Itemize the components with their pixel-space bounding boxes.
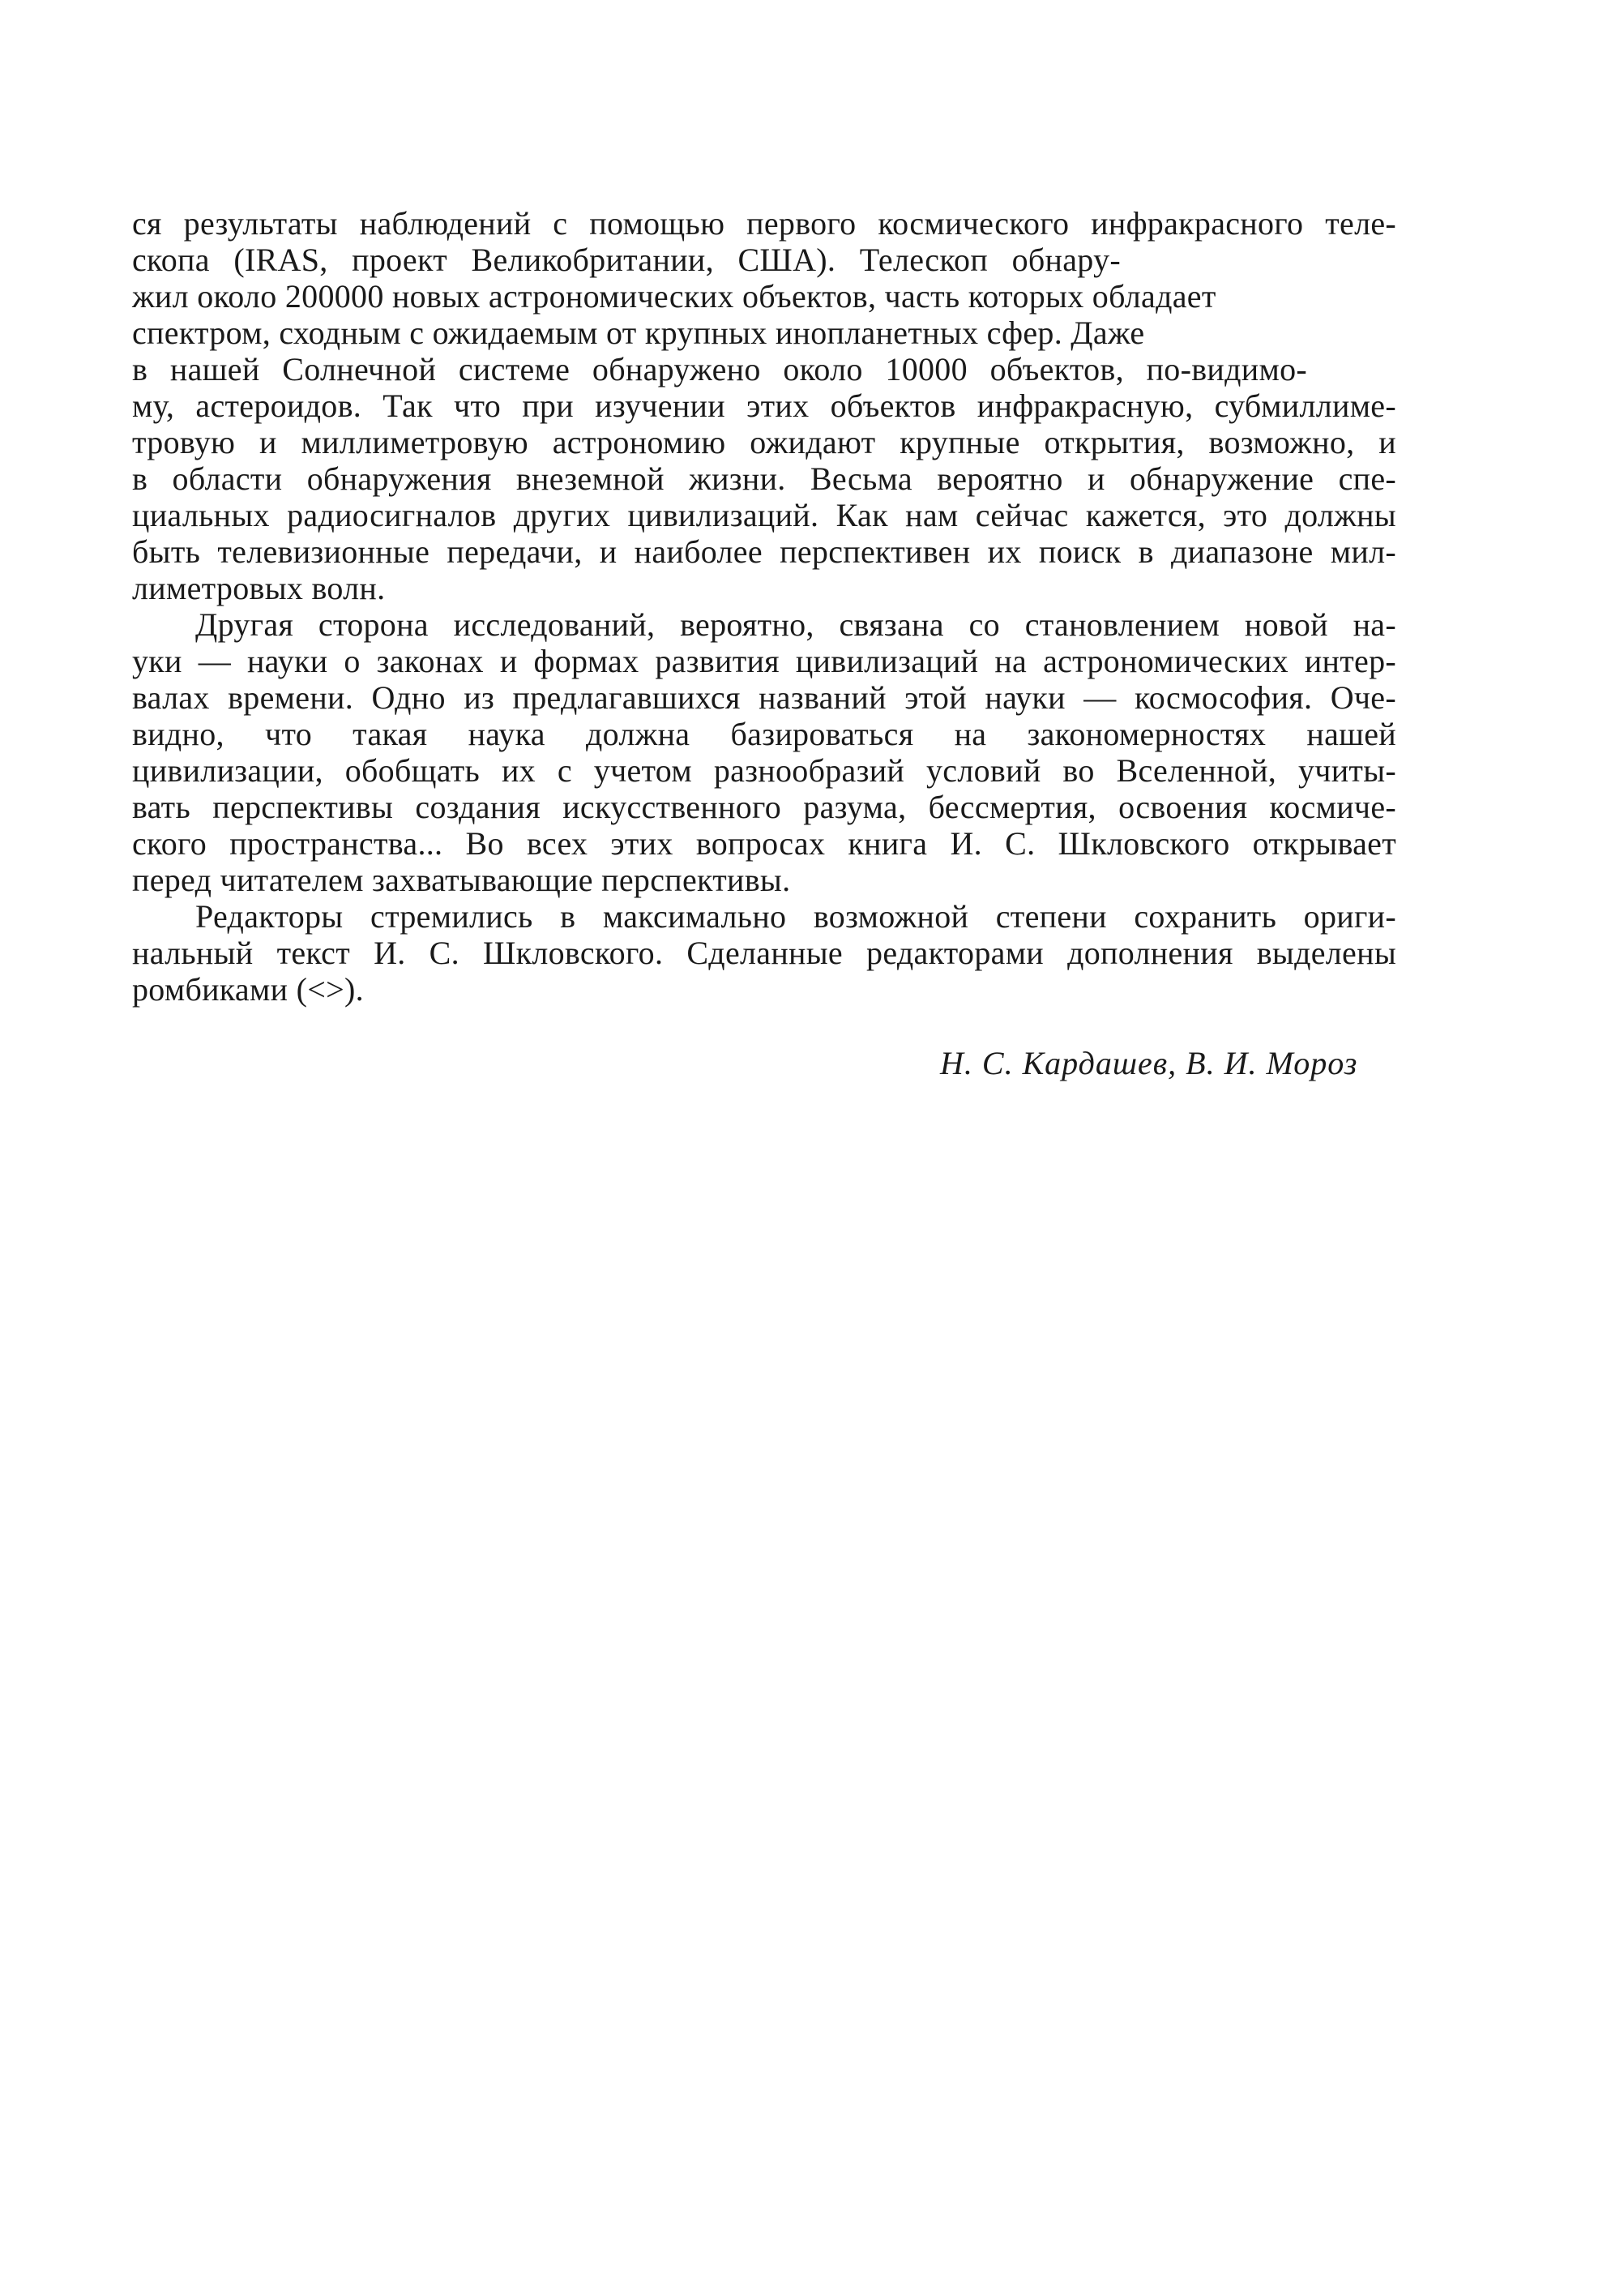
text-line: скопа (IRAS, проект Великобритании, США). Телескоп обнару-	[132, 242, 1121, 278]
text-line: перед читателем захватывающие перспективы.	[132, 862, 791, 898]
text-line: быть телевизионные передачи, и наиболее перспективен их поиск в диапазоне мил-	[132, 533, 1396, 570]
text-line: в области обнаружения внеземной жизни. Весьма вероятно и обнаружение спе-	[132, 460, 1396, 497]
body-text	[132, 205, 1396, 1008]
text-line: лиметровых волн.	[132, 570, 386, 606]
text-line: Редакторы стремились в максимально возможной степени сохранить ориги-	[195, 898, 1396, 935]
editors-signature: Н. С. Кардашев, В. И. Мороз	[940, 1045, 1358, 1081]
text-line: жил около 200000 новых астрономических объектов, часть которых обладает	[132, 278, 1216, 315]
text-line: ся результаты наблюдений с помощью первого космического инфракрасного теле-	[132, 205, 1396, 242]
text-line: спектром, сходным с ожидаемым от крупных инопланетных сфер. Даже	[132, 315, 1145, 351]
text-line: видно, что такая наука должна базироваться на закономерностях нашей	[132, 716, 1396, 752]
text-line: валах времени. Одно из предлагавшихся названий этой науки — космософия. Оче-	[132, 679, 1396, 716]
text-line: ского пространства... Во всех этих вопросах книга И. С. Шкловского открывает	[132, 825, 1396, 862]
text-line: нальный текст И. С. Шкловского. Сделанные редакторами дополнения выделены	[132, 935, 1396, 971]
text-line: му, астероидов. Так что при изучении этих объектов инфракрасную, субмиллиме-	[132, 387, 1396, 424]
text-line: циальных радиосигналов других цивилизаций. Как нам сейчас кажется, это должны	[132, 497, 1396, 533]
text-line: вать перспективы создания искусственного разума, бессмертия, освоения космиче-	[132, 789, 1396, 825]
text-line: в нашей Солнечной системе обнаружено около 10000 объектов, по-видимо-	[132, 351, 1307, 387]
text-line: тровую и миллиметровую астрономию ожидают крупные открытия, возможно, и	[132, 424, 1396, 460]
text-line: ромбиками (<>).	[132, 971, 364, 1008]
text-line: уки — науки о законах и формах развития цивилизаций на астрономических интер-	[132, 643, 1396, 679]
text-line: цивилизации, обобщать их с учетом разнообразий условий во Вселенной, учиты-	[132, 752, 1396, 789]
text-line: Другая сторона исследований, вероятно, связана со становлением новой на-	[195, 606, 1396, 643]
